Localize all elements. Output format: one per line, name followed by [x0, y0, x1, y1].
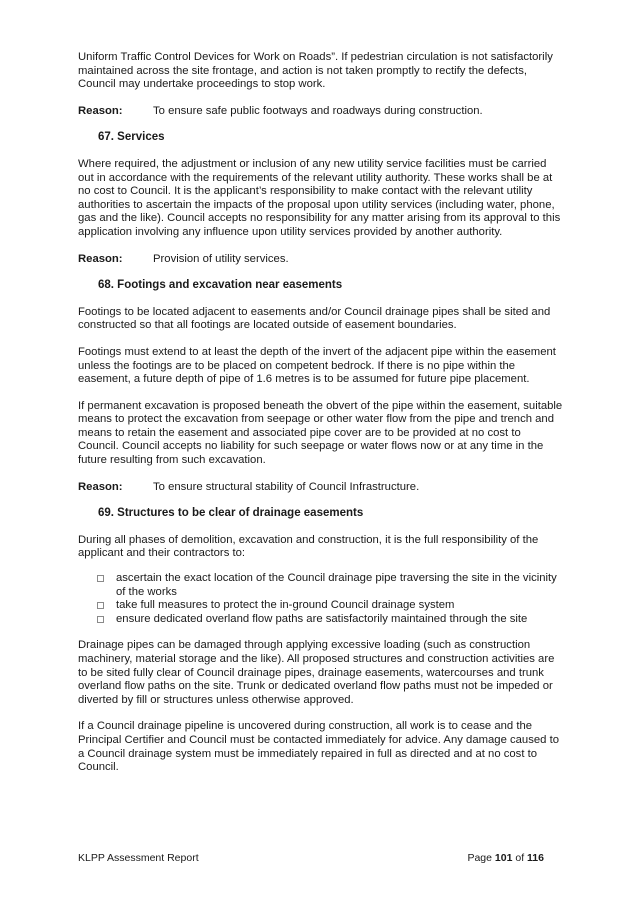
page-prefix: Page: [467, 852, 492, 864]
list-item-text: take full measures to protect the in-ground Council drainage system: [116, 599, 455, 612]
page-number: 101: [494, 852, 513, 864]
document-page: [78, 51, 564, 788]
checkbox-bullet-icon: [97, 602, 104, 609]
section-67-paragraph: Where required, the adjustment or inclusion of any new utility service facilities must be carried out in accordance with the requirements of the relevant utility authority. These works shall be at no cost to Council. It is the applicant’s responsibility to make contact with the relevant utility authorities to ascertain the impacts of the proposal upon utility services (including water, phone, gas and the like). Council accepts no responsibility for any matter arising from its approval to this application involving any influence upon utility services provided by another authority.: [78, 157, 561, 238]
section-68-paragraph: Footings to be located adjacent to easements and/or Council drainage pipes shall be sited and constructed so that all footings are located outside of easement boundaries.: [78, 305, 551, 332]
reason-label: Reason:: [78, 252, 123, 265]
bullet-list: [78, 572, 564, 626]
section-69-intro: During all phases of demolition, excavation and construction, it is the full responsibility of the applicant and their contractors to:: [78, 533, 539, 560]
reason-text: To ensure safe public footways and roadways during construction.: [153, 104, 483, 117]
reason-text: To ensure structural stability of Council Infrastructure.: [153, 480, 420, 493]
list-item: [78, 599, 564, 613]
reason-row: [78, 253, 564, 267]
intro-paragraph: Uniform Traffic Control Devices for Work on Roads”. If pedestrian circulation is not satisfactorily maintained across the site frontage, and action is not taken promptly to rectify the defects, Council may undertake proceedings to stop work.: [78, 51, 553, 91]
reason-row: [78, 105, 564, 119]
section-heading-67: 67. Services: [98, 131, 165, 144]
list-item-text: ascertain the exact location of the Council drainage pipe traversing the site in the vicinity of the works: [116, 572, 557, 598]
list-item-text: ensure dedicated overland flow paths are satisfactorily maintained through the site: [116, 612, 528, 625]
section-heading-69: 69. Structures to be clear of drainage easements: [98, 507, 364, 520]
reason-label: Reason:: [78, 104, 123, 117]
page-of: of: [515, 852, 525, 864]
section-69-paragraph: If a Council drainage pipeline is uncovered during construction, all work is to cease and the Principal Certifier and Council must be contacted immediately for advice. Any damage caused to a Council drainage system must be immediately repaired in full as directed and at no cost to Council.: [78, 720, 559, 774]
reason-label: Reason:: [78, 480, 123, 493]
checkbox-bullet-icon: [97, 616, 104, 623]
reason-row: [78, 481, 564, 495]
report-name: KLPP Assessment Report: [78, 852, 199, 864]
section-heading-68: 68. Footings and excavation near easements: [98, 279, 343, 292]
page-number-label: [467, 852, 544, 866]
page-total: 116: [527, 852, 544, 864]
list-item: [78, 572, 564, 599]
page-footer: [78, 852, 544, 866]
section-69-paragraph: Drainage pipes can be damaged through applying excessive loading (such as construction machinery, material storage and the like). All proposed structures and construction activities are to be sited fully clear of Council drainage pipes, drainage easements, watercourses and trunk overland flow paths on the site. Trunk or dedicated overland flow paths must not be impeded or diverted by fill or structures unless otherwise approved.: [78, 639, 555, 706]
section-68-paragraph: Footings must extend to at least the depth of the invert of the adjacent pipe within the easement unless the footings are to be placed on competent bedrock. If there is no pipe within the easement, a future depth of pipe of 1.6 metres is to be assumed for future pipe placement.: [78, 345, 556, 386]
checkbox-bullet-icon: [97, 575, 104, 582]
section-68-paragraph: If permanent excavation is proposed beneath the obvert of the pipe within the easement, suitable means to protect the excavation from seepage or other water flow from the pipe and trench and means to retain the easement and associated pipe cover are to be provided at no cost to Council. Council accepts no liability for such seepage or water flows now or at any time in the future resulting from such excavation.: [78, 399, 563, 467]
reason-text: Provision of utility services.: [153, 252, 289, 265]
list-item: [78, 613, 564, 627]
